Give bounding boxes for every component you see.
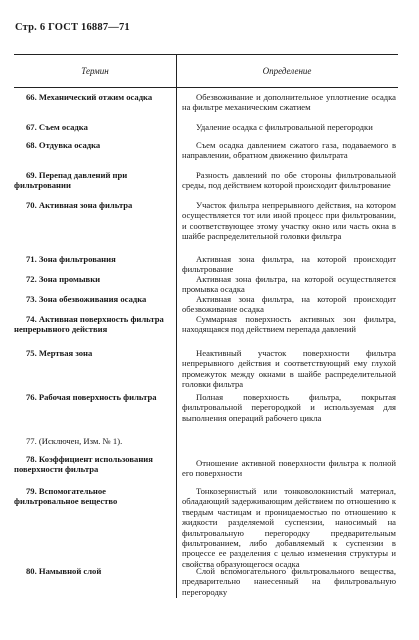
definitions-column-header: Определение bbox=[262, 66, 312, 76]
definition-68: Съем осадка давлением сжатого газа, подаваемого в направлении, обратном движению фильтрата bbox=[182, 140, 396, 161]
page-header: Стр. 6 ГОСТ 16887—71 bbox=[15, 22, 130, 33]
table-top-rule bbox=[14, 54, 398, 55]
term-72: 72. Зона промывки bbox=[26, 274, 101, 284]
term-66: 66. Механический отжим осадка bbox=[26, 92, 153, 102]
definition-75: Неактивный участок поверхности фильтра непрерывного действия и соответствующий ему глухой промежуток между окнами в шайбе распределительной головки фильтра bbox=[182, 348, 396, 390]
definition-72: Активная зона фильтра, на которой осуществляется промывка осадка bbox=[182, 274, 396, 295]
column-divider bbox=[176, 54, 177, 598]
definition-71: Активная зона фильтра, на которой происходит фильтрование bbox=[182, 254, 396, 275]
term-78: 78. Коэффициент использования поверхности фильтра bbox=[14, 454, 153, 475]
term-69: 69. Перепад давлений при фильтровании bbox=[14, 170, 128, 191]
term-80: 80. Намывной слой bbox=[26, 566, 102, 576]
terms-column-header: Термин bbox=[81, 66, 109, 76]
term-71: 71. Зона фильтрования bbox=[26, 254, 116, 264]
term-75: 75. Мертвая зона bbox=[26, 348, 93, 358]
definition-74: Суммарная поверхность активных зон фильтра, находящаяся под действием перепада давлений bbox=[182, 314, 396, 335]
term-67: 67. Съем осадка bbox=[26, 122, 88, 132]
term-70: 70. Активная зона фильтра bbox=[26, 200, 133, 210]
definition-79: Тонкозернистый или тонковолокнистый материал, обладающий задерживающим действием по отношению к твердым частицам и проницаемостью по отношению к жидкости разделяемой суспензии, наносимый на фильтровальную перегородку предварительным фильтрованием, либо добавляемый к суспензии в процессе ее разделения с целью изменения структуры и свойства образующегося осадка bbox=[182, 486, 396, 569]
term-74: 74. Активная поверхность фильтра непрерывного действия bbox=[14, 314, 164, 335]
term-73: 73. Зона обезвоживания осадка bbox=[26, 294, 147, 304]
term-77-excluded: 77. (Исключен, Изм. № 1). bbox=[26, 436, 123, 446]
terms-table bbox=[14, 54, 398, 620]
definition-70: Участок фильтра непрерывного действия, на котором осуществляется тот или иной процесс при фильтровании, и соответствующее этому участку окно или часть окна в шайбе распределительной головки фильтра bbox=[182, 200, 396, 242]
header-bottom-rule bbox=[14, 87, 398, 88]
definition-66: Обезвоживание и дополнительное уплотнение осадка на фильтре механическим сжатием bbox=[182, 92, 396, 113]
definition-78: Отношение активной поверхности фильтра к полной его поверхности bbox=[182, 458, 396, 479]
definition-80: Слой вспомогательного фильтровального вещества, предварительно нанесенный на фильтровальную перегородку bbox=[182, 566, 396, 597]
definition-76: Полная поверхность фильтра, покрытая фильтровальной перегородкой и используемая для выполнения операций рабочего цикла bbox=[182, 392, 396, 423]
definition-69: Разность давлений по обе стороны фильтровальной среды, под действием которой происходит фильтрование bbox=[182, 170, 396, 191]
definition-73: Активная зона фильтра, на которой происходит обезвоживание осадка bbox=[182, 294, 396, 315]
definition-67: Удаление осадка с фильтровальной перегородки bbox=[196, 122, 373, 132]
term-79: 79. Вспомогательное фильтровальное вещество bbox=[14, 486, 118, 507]
term-68: 68. Отдувка осадка bbox=[26, 140, 101, 150]
term-76: 76. Рабочая поверхность фильтра bbox=[26, 392, 157, 402]
